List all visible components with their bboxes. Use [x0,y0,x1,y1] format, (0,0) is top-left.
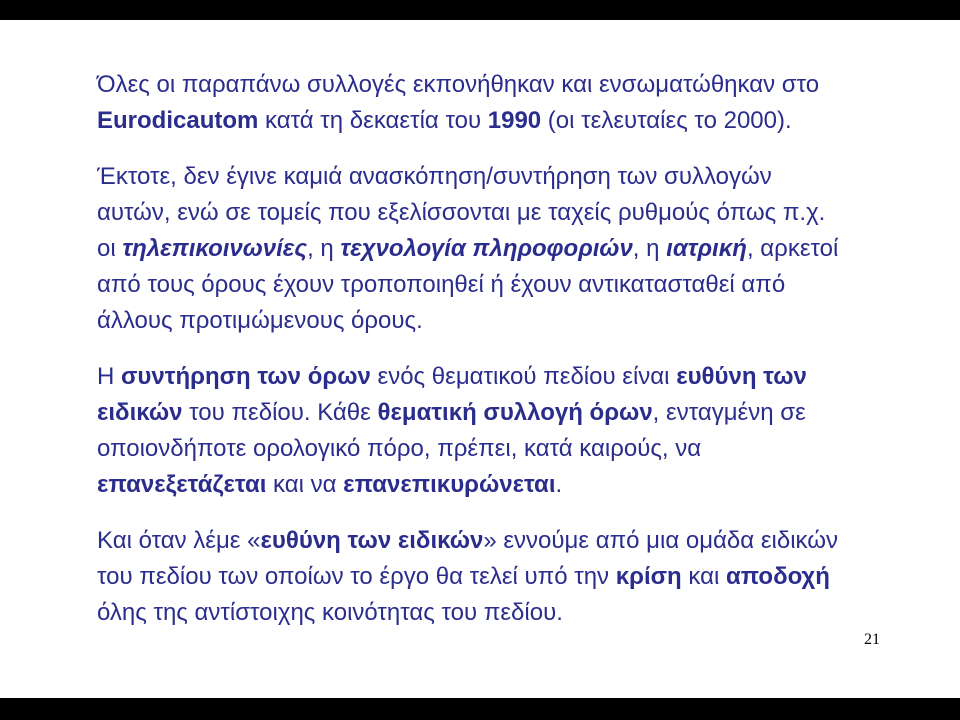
text-run: από τους όρους έχουν τροποποιηθεί ή έχουν αντικατασταθεί από [97,271,786,298]
bold-term: συντήρηση των όρων [121,363,371,390]
bold-italic-term: τεχνολογία πληροφοριών [340,235,633,262]
bold-term: θεματική συλλογή όρων [377,399,653,426]
text-line [97,523,897,559]
text-run: άλλους προτιμώμενους όρους. [97,307,423,334]
text-run: και [681,563,726,590]
text-run: , η [632,235,667,262]
text-run: (οι τελευταίες το 2000). [541,107,792,134]
text-run: του πεδίου των οποίων το έργο θα τελεί υπό την [97,563,616,590]
text-line [97,195,897,231]
text-run: όλης της αντίστοιχης κοινότητας του πεδίου. [97,599,563,626]
paragraph [97,523,897,631]
text-line [97,159,897,195]
text-run: Όλες οι παραπάνω συλλογές εκπονήθηκαν και ενσωματώθηκαν στο [97,71,820,98]
text-run: και να [266,471,344,498]
paragraph [97,67,897,139]
bold-term: επανεπικυρώνεται [343,471,556,498]
bold-term: ειδικών [97,399,183,426]
bold-italic-term: τηλεπικοινωνίες [122,235,308,262]
paragraph [97,159,897,339]
page-number: 21 [864,631,880,648]
slide [0,20,960,698]
text-line [97,559,897,595]
text-run: Η [97,363,121,390]
text-run: αυτών, ενώ σε τομείς που εξελίσσονται με ταχείς ρυθμούς όπως π.χ. [97,199,826,226]
text-run: . [555,471,563,498]
bold-italic-term: ιατρική [666,235,747,262]
text-line [97,395,897,431]
text-run: οποιονδήποτε ορολογικό πόρο, πρέπει, κατά καιρούς, να [97,435,702,462]
bold-term: Eurodicautom [97,107,259,134]
bold-term: επανεξετάζεται [97,471,267,498]
text-run: οι [97,235,123,262]
text-line [97,303,897,339]
slide-body [97,67,897,651]
text-run: ενός θεματικού πεδίου είναι [370,363,677,390]
text-line [97,359,897,395]
text-line [97,431,897,467]
text-run: , η [307,235,341,262]
text-line [97,67,897,103]
bold-term: ευθύνη των [676,363,807,390]
text-line [97,595,897,631]
text-run: , αρκετοί [746,235,839,262]
bold-term: αποδοχή [725,563,830,590]
bold-term: κρίση [615,563,682,590]
text-line [97,231,897,267]
text-run: Έκτοτε, δεν έγινε καμιά ανασκόπηση/συντήρηση των συλλογών [97,163,772,190]
bold-term: ευθύνη των ειδικών [260,527,484,554]
text-run: Και όταν λέμε « [97,527,261,554]
text-line [97,467,897,503]
text-line [97,267,897,303]
text-run: κατά τη δεκαετία του [258,107,488,134]
text-line [97,103,897,139]
text-run: , ενταγμένη σε [652,399,806,426]
text-run: του πεδίου. Κάθε [182,399,378,426]
bold-term: 1990 [487,107,542,134]
text-run: » εννούμε από μια ομάδα ειδικών [483,527,838,554]
paragraph [97,359,897,503]
